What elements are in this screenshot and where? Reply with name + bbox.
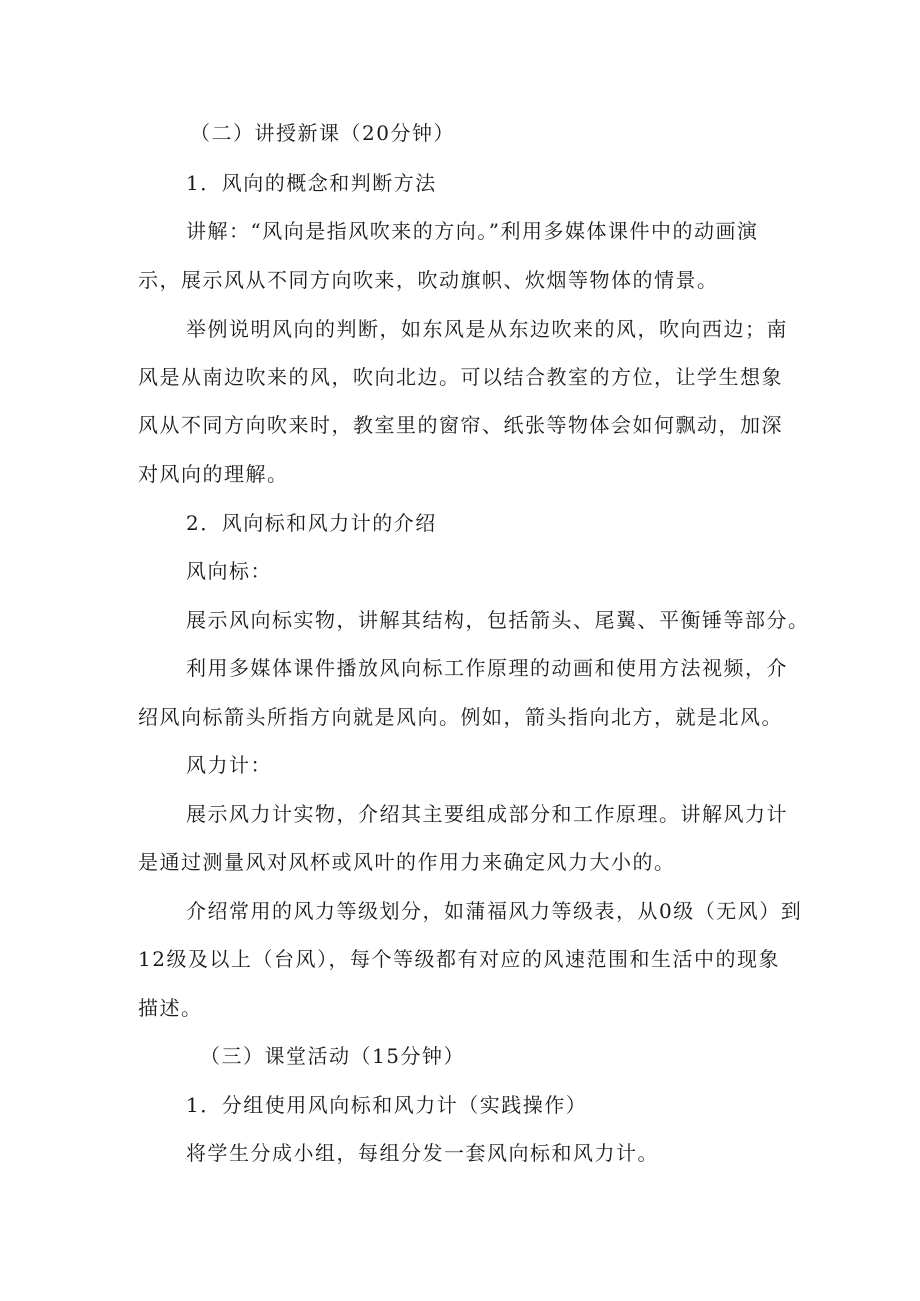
paragraph-line: 风从不同方向吹来时，教室里的窗帘、纸张等物体会如何飘动，加深 [138,413,783,437]
label-wind-vane: 风向标： [186,559,272,583]
subheading-instruments: 2．风向标和风力计的介绍 [186,511,437,535]
paragraph-line: 对风向的理解。 [138,462,289,486]
paragraph-line: 示，展示风从不同方向吹来，吹动旗帜、炊烟等物体的情景。 [138,268,719,292]
paragraph-line: 利用多媒体课件播放风向标工作原理的动画和使用方法视频，介 [186,656,788,680]
section-heading-activity: （三）课堂活动（15分钟） [200,1044,465,1068]
paragraph-line: 绍风向标箭头所指方向就是风向。例如，箭头指向北方，就是北风。 [138,705,783,729]
subheading-wind-direction: 1．风向的概念和判断方法 [186,171,437,195]
paragraph-line: 举例说明风向的判断，如东风是从东边吹来的风，吹向西边；南 [186,317,788,341]
paragraph-line: 12级及以上（台风），每个等级都有对应的风速范围和生活中的现象 [138,947,780,971]
paragraph-line: 讲解：“风向是指风吹来的方向。”利用多媒体课件中的动画演 [186,219,759,243]
paragraph-line: 将学生分成小组，每组分发一套风向标和风力计。 [186,1141,659,1165]
paragraph-line: 是通过测量风对风杯或风叶的作用力来确定风力大小的。 [138,850,676,874]
paragraph-line: 风是从南边吹来的风，吹向北边。可以结合教室的方位，让学生想象 [138,365,783,389]
paragraph-line: 展示风向标实物，讲解其结构，包括箭头、尾翼、平衡锤等部分。 [186,608,810,632]
paragraph-line: 描述。 [138,996,203,1020]
section-heading-teaching: （二）讲授新课（20分钟） [190,121,455,145]
subheading-group-practice: 1．分组使用风向标和风力计（实践操作） [186,1093,588,1117]
label-anemometer: 风力计： [186,753,272,777]
paragraph-line: 介绍常用的风力等级划分，如蒲福风力等级表，从0级（无风）到 [186,899,803,923]
paragraph-line: 展示风力计实物，介绍其主要组成部分和工作原理。讲解风力计 [186,802,788,826]
